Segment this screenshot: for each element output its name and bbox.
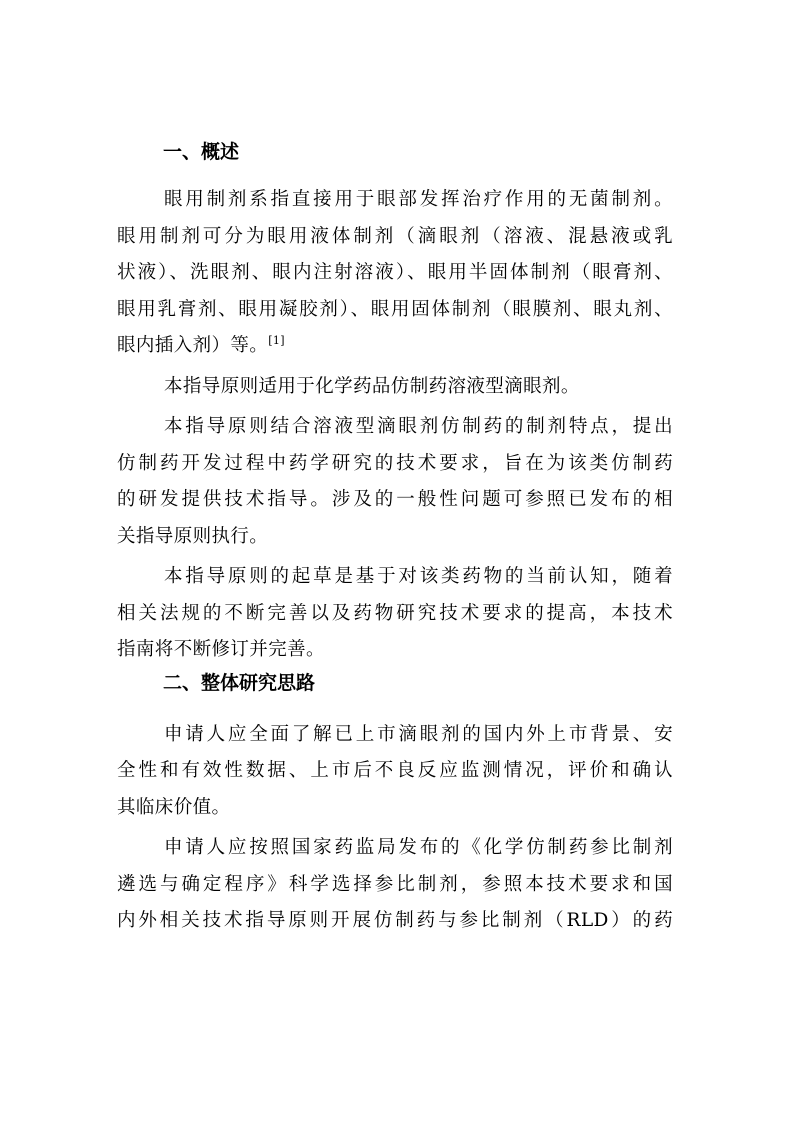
- paragraph-basis: [117, 559, 673, 669]
- text-line: 本指导原则的起草是基于对该类药物的当前认知，随着: [164, 566, 673, 587]
- text-line-content: 眼内插入剂）等。: [117, 335, 269, 356]
- paragraph-background: [117, 717, 673, 827]
- text-line: 本指导原则适用于化学药品仿制药溶液型滴眼剂。: [164, 375, 580, 397]
- document-page: [117, 120, 673, 940]
- text-line: 本指导原则结合溶液型滴眼剂仿制药的制剂特点，提出: [164, 416, 673, 437]
- text-line: 全性和有效性数据、上市后不良反应监测情况，评价和确认: [117, 760, 673, 781]
- paragraph-reference-selection: [117, 830, 673, 940]
- text-line: 仿制药开发过程中药学研究的技术要求，旨在为该类仿制药: [117, 452, 673, 474]
- text-line: 眼用乳膏剂、眼用凝胶剂）、眼用固体制剂（眼膜剂、眼丸剂、: [117, 298, 673, 320]
- paragraph-definition: [117, 182, 673, 365]
- paragraph-scope: [117, 369, 673, 406]
- text-line: 内外相关技术指导原则开展仿制药与参比制剂（RLD）的药: [117, 910, 673, 931]
- text-line: 申请人应全面了解已上市滴眼剂的国内外上市背景、安: [164, 723, 673, 745]
- text-line: 关指导原则执行。: [117, 525, 269, 547]
- text-line: 的研发提供技术指导。涉及的一般性问题可参照已发布的相: [117, 489, 673, 510]
- text-line: 状液）、洗眼剂、眼内注射溶液）、眼用半固体制剂（眼膏剂、: [117, 262, 673, 283]
- text-line: 指南将不断修订并完善。: [117, 639, 325, 660]
- text-line: 眼用制剂系指直接用于眼部发挥治疗作用的无菌制剂。: [164, 189, 673, 210]
- section-heading-research-approach: 二、整体研究思路: [163, 671, 316, 694]
- section-heading-overview: 一、概述: [163, 141, 240, 163]
- text-line: 眼用制剂可分为眼用液体制剂（滴眼剂（溶液、混悬液或乳: [117, 225, 673, 247]
- text-line: [117, 328, 673, 365]
- paragraph-purpose: [117, 409, 673, 555]
- text-line: 申请人应按照国家药监局发布的《化学仿制药参比制剂: [164, 837, 673, 858]
- text-line: 相关法规的不断完善以及药物研究技术要求的提高，本技术: [117, 602, 673, 624]
- text-line: 其临床价值。: [117, 796, 231, 818]
- footnote-reference[interactable]: [1]: [268, 334, 285, 347]
- text-line: 遴选与确定程序》科学选择参比制剂，参照本技术要求和国: [117, 873, 673, 895]
